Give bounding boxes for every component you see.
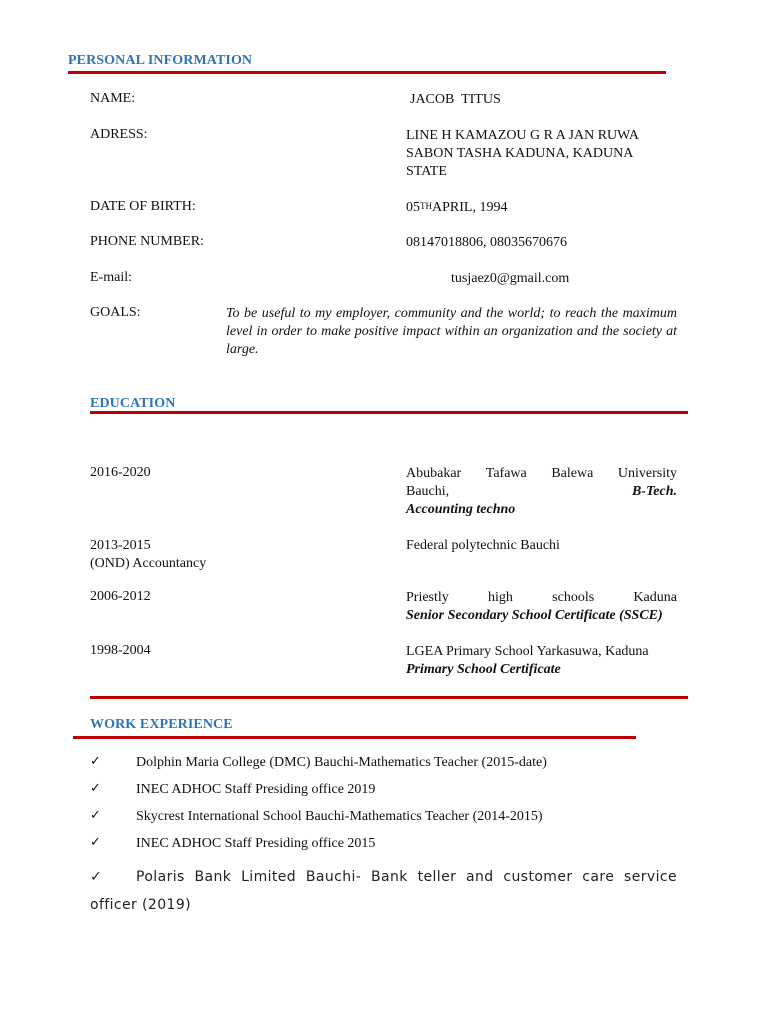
word: high <box>488 590 513 605</box>
address-label: ADRESS: <box>90 127 148 142</box>
dob-day: 05 <box>406 200 420 215</box>
section-divider <box>73 736 636 739</box>
education-institution: Federal polytechnic Bauchi <box>406 538 560 553</box>
address-line: STATE <box>406 164 447 179</box>
email-label: E-mail: <box>90 270 132 285</box>
course: Accounting techno <box>406 502 516 517</box>
education-institution <box>406 465 677 519</box>
institution-line <box>406 483 677 501</box>
education-years: 1998-2004 <box>90 643 151 658</box>
word: Priestly <box>406 590 449 605</box>
checkmark-icon: ✓ <box>90 869 103 885</box>
work-item: Dolphin Maria College (DMC) Bauchi-Mathematics Teacher (2015-date) <box>136 755 547 770</box>
certificate: Primary School Certificate <box>406 662 561 677</box>
institution-line <box>406 589 677 607</box>
school: LGEA Primary School Yarkasuwa, Kaduna <box>406 644 649 659</box>
work-item: INEC ADHOC Staff Presiding office 2019 <box>136 782 376 797</box>
word: Balewa <box>551 466 594 481</box>
work-item <box>90 863 677 919</box>
address-line: LINE H KAMAZOU G R A JAN RUWA <box>406 128 639 143</box>
word: schools <box>552 590 595 605</box>
word: Kaduna <box>633 590 677 605</box>
dob-label: DATE OF BIRTH: <box>90 199 196 214</box>
word: Tafawa <box>485 466 527 481</box>
education-institution <box>406 643 649 679</box>
section-divider <box>90 696 688 699</box>
phone-label: PHONE NUMBER: <box>90 234 204 249</box>
section-divider <box>90 411 688 414</box>
checkmark-icon: ✓ <box>90 808 101 823</box>
education-years <box>90 537 206 573</box>
degree: B-Tech. <box>632 484 677 499</box>
checkmark-icon: ✓ <box>90 835 101 850</box>
checkmark-icon: ✓ <box>90 754 101 769</box>
name-value: JACOB TITUS <box>410 92 501 107</box>
education-heading: EDUCATION <box>90 396 176 411</box>
address-value <box>406 127 639 181</box>
institution-city: Bauchi, <box>406 484 450 499</box>
work-experience-heading: WORK EXPERIENCE <box>90 717 233 732</box>
checkmark-icon: ✓ <box>90 781 101 796</box>
name-label: NAME: <box>90 91 136 106</box>
qualification: (OND) Accountancy <box>90 556 207 571</box>
education-years: 2016-2020 <box>90 465 151 480</box>
work-item: Skycrest International School Bauchi-Mathematics Teacher (2014-2015) <box>136 809 543 824</box>
goals-value: To be useful to my employer, community and the world; to reach the maximum level in order to make positive impact within an organization and the society at large. <box>226 306 677 357</box>
personal-info-heading: PERSONAL INFORMATION <box>68 53 253 68</box>
word: Abubakar <box>406 466 462 481</box>
word: University <box>617 466 677 481</box>
education-institution <box>406 589 682 625</box>
section-divider <box>68 71 666 74</box>
work-item-text: Polaris Bank Limited Bauchi- Bank teller and customer care service officer (2019) <box>90 869 677 913</box>
certificate: Senior Secondary School Certificate (SSCE) <box>406 608 663 623</box>
dob-value <box>406 199 507 217</box>
dob-suffix: TH <box>420 201 432 211</box>
phone-value: 08147018806, 08035670676 <box>406 235 567 250</box>
institution-line <box>406 465 677 483</box>
work-item: INEC ADHOC Staff Presiding office 2015 <box>136 836 376 851</box>
education-years: 2006-2012 <box>90 589 151 604</box>
email-value: tusjaez0@gmail.com <box>451 271 570 286</box>
dob-rest: APRIL, 1994 <box>432 200 508 215</box>
address-line: SABON TASHA KADUNA, KADUNA <box>406 146 634 161</box>
years: 2013-2015 <box>90 538 151 553</box>
goals-label: GOALS: <box>90 305 141 320</box>
